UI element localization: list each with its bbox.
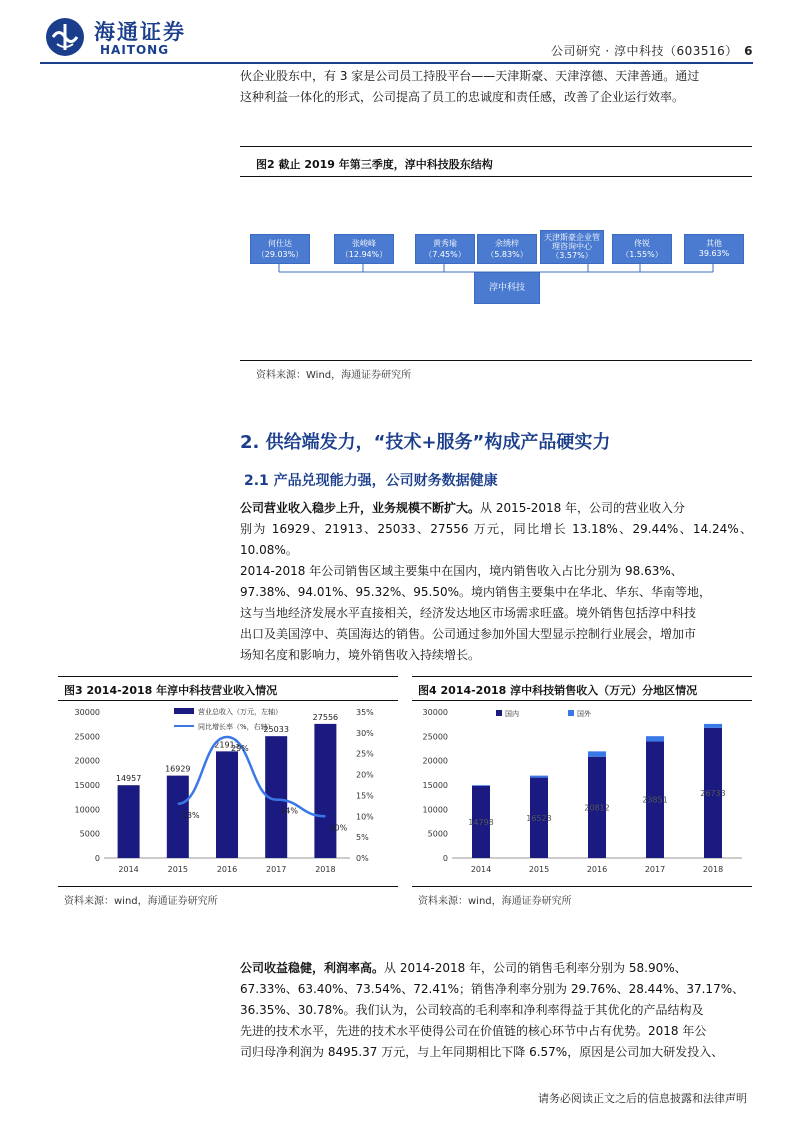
fig4-title-rule	[412, 700, 752, 701]
y-tick-label: 5000	[79, 829, 100, 839]
shareholder-name: 张峻峰	[352, 239, 376, 248]
y-tick-label: 10000	[422, 805, 448, 815]
x-tick-label: 2018	[315, 865, 336, 874]
fig4-title: 图4 2014-2018 淳中科技销售收入（万元）分地区情况	[418, 684, 698, 697]
overseas-bar	[704, 724, 722, 728]
y2-tick-label: 0%	[356, 854, 369, 863]
y2-tick-label: 10%	[356, 812, 374, 822]
logo-cn: 海通证券	[94, 19, 186, 44]
shareholder-pct: （3.57%）	[551, 251, 593, 260]
fig2-bottom-rule	[240, 360, 752, 361]
company-name: 淳中科技	[488, 283, 525, 293]
growth-rate-label: 13%	[181, 810, 200, 820]
revenue-bar	[216, 751, 238, 858]
shareholder-pct: 39.63%	[698, 249, 730, 258]
text-line: 场知名度和影响力，境外销售收入持续增长。	[240, 648, 481, 662]
y-tick-label: 30000	[74, 708, 100, 717]
revenue-paragraph	[240, 498, 752, 666]
growth-rate-label: 14%	[280, 806, 298, 816]
revenue-bar	[314, 724, 336, 858]
subsection-heading: 2.1 产品兑现能力强，公司财务数据健康	[244, 473, 498, 489]
shareholder-pct: （7.45%）	[424, 250, 466, 259]
y-tick-label: 25000	[74, 732, 100, 742]
shareholder-name: 佟锐	[634, 239, 650, 248]
intro-paragraph	[240, 66, 752, 108]
x-tick-label: 2014	[118, 865, 139, 874]
text-line: 97.38%、94.01%、95.32%、95.50%。境内销售主要集中在华北、华东、华南等地，	[240, 585, 712, 599]
text-line: 36.35%、30.78%。我们认为，公司较高的毛利率和净利率得益于其优化的产品结构及	[240, 1003, 704, 1017]
shareholder-box	[334, 234, 394, 264]
company-box	[474, 272, 540, 304]
fig4-bottom-rule	[412, 886, 752, 887]
fig4-top-rule	[412, 676, 752, 677]
x-tick-label: 2015	[167, 865, 188, 874]
revenue-lead: 公司营业收入稳步上升，业务规模不断扩大。	[240, 501, 481, 515]
x-tick-label: 2018	[702, 865, 724, 874]
overseas-bar	[588, 751, 606, 756]
y2-tick-label: 25%	[356, 749, 374, 759]
fig2-source: 资料来源：Wind，海通证券研究所	[256, 370, 412, 381]
section-heading: 2. 供给端发力，“技术+服务”构成产品硬实力	[240, 432, 611, 453]
x-tick-label: 2017	[266, 865, 287, 874]
x-tick-label: 2017	[644, 865, 666, 874]
text-line: 出口及美国淳中、英国海达的销售。公司通过参加外国大型显示控制行业展会，增加市	[240, 627, 697, 641]
text-line: 67.33%、63.40%、73.54%、72.41%；销售净利率分别为 29.76%、28.44%、37.17%、	[240, 982, 745, 996]
revenue-value-label: 21913	[214, 740, 240, 750]
shareholder-name: 余绣梓	[495, 239, 519, 248]
y-tick-label: 15000	[422, 781, 448, 790]
y2-tick-label: 20%	[356, 770, 374, 780]
y-tick-label: 25000	[422, 732, 448, 742]
profit-paragraph	[240, 958, 752, 1063]
shareholder-pct: （12.94%）	[340, 250, 388, 259]
fig2-title-rule	[240, 176, 752, 177]
y-tick-label: 20000	[74, 756, 100, 766]
legend-bar-swatch	[174, 708, 194, 714]
fig3-title: 图3 2014-2018 年淳中科技营业收入情况	[64, 684, 278, 697]
fig2-title: 图2 截止 2019 年第三季度，淳中科技股东结构	[256, 158, 493, 171]
haitong-logo-icon	[44, 16, 86, 58]
fig2-top-rule	[240, 146, 752, 147]
shareholder-box	[540, 230, 604, 264]
x-tick-label: 2014	[470, 865, 492, 874]
shareholder-name: 天津斯豪企业管理咨询中心	[544, 233, 600, 251]
shareholder-box	[684, 234, 744, 264]
fig3-source: 资料来源：wind，海通证券研究所	[64, 896, 218, 907]
y-tick-label: 15000	[74, 781, 100, 790]
fig3-title-rule	[58, 700, 398, 701]
shareholder-box	[415, 234, 475, 264]
footer-disclaimer: 请务必阅读正文之后的信息披露和法律声明	[538, 1092, 747, 1105]
y-tick-label: 5000	[427, 829, 448, 839]
page-number: 6	[744, 44, 753, 58]
fig3-bottom-rule	[58, 886, 398, 887]
shareholder-pct: （5.83%）	[486, 250, 528, 259]
intro-line-1: 伙企业股东中，有 3 家是公司员工持股平台——天津斯豪、天津淳德、天津善通。通过	[240, 69, 700, 83]
y-tick-label: 0	[442, 854, 448, 863]
revenue-value-label: 25033	[263, 725, 289, 735]
overseas-bar	[530, 776, 548, 778]
shareholder-diagram	[240, 220, 752, 350]
revenue-value-label: 27556	[312, 712, 339, 722]
text-line: 从 2014-2018 年，公司的销售毛利率分别为 58.90%、	[384, 961, 687, 975]
header-rule	[40, 62, 753, 64]
legend-overseas-swatch	[568, 710, 574, 716]
shareholder-name: 其他	[706, 239, 722, 248]
growth-rate-label: 10%	[329, 823, 348, 833]
revenue-value-label: 16929	[165, 764, 191, 774]
shareholder-box	[477, 234, 537, 264]
y-tick-label: 0	[94, 854, 100, 863]
fig3-top-rule	[58, 676, 398, 677]
logo-en: HAITONG	[100, 43, 170, 57]
shareholder-box	[250, 234, 310, 264]
text-line: 先进的技术水平，先进的技术水平使得公司在价值链的核心环节中占有优势。2018 年公	[240, 1024, 707, 1038]
domestic-value-label: 20812	[584, 803, 610, 813]
domestic-value-label: 14798	[468, 817, 494, 827]
x-tick-label: 2016	[216, 865, 238, 874]
revenue-bar	[118, 785, 140, 858]
growth-rate-line	[178, 737, 326, 816]
shareholder-name: 何仕达	[268, 239, 292, 248]
overseas-bar	[472, 785, 490, 786]
domestic-value-label: 26733	[700, 788, 726, 798]
report-title: 公司研究 · 淳中科技（603516）	[551, 44, 738, 58]
text-line: 别为 16929、21913、25033、27556 万元，同比增长 13.18%、29.44%、14.24%、10.08%。	[240, 522, 752, 557]
legend-domestic-swatch	[496, 710, 502, 716]
revenue-chart	[58, 702, 398, 884]
legend-overseas-label: 国外	[577, 710, 591, 718]
text-line: 司归母净利润为 8495.37 万元，与上年同期相比下降 6.57%，原因是公司加大研发投入、	[240, 1045, 724, 1059]
x-tick-label: 2015	[528, 865, 550, 874]
header-right	[551, 42, 753, 59]
text-line: 2014-2018 年公司销售区域主要集中在国内，境内销售收入占比分别为 98.63%、	[240, 564, 683, 578]
company-logo	[44, 16, 244, 60]
y-tick-label: 30000	[422, 708, 448, 717]
legend-domestic-label: 国内	[505, 710, 519, 718]
profit-lead: 公司收益稳健，利润率高。	[240, 961, 385, 975]
legend-bar-label: 营业总收入（万元，左轴）	[198, 708, 282, 716]
y2-tick-label: 5%	[356, 833, 369, 843]
text-line: 这与当地经济发展水平直接相关，经济发达地区市场需求旺盛。境外销售包括淳中科技	[240, 606, 697, 620]
shareholder-pct: （29.03%）	[256, 250, 304, 259]
fig4-source: 资料来源：wind，海通证券研究所	[418, 896, 572, 907]
y2-tick-label: 30%	[356, 728, 374, 738]
shareholder-name: 黄秀瑜	[433, 239, 457, 248]
regional-sales-chart	[412, 702, 752, 884]
overseas-bar	[646, 736, 664, 741]
y-tick-label: 20000	[422, 756, 448, 766]
intro-line-2: 这种利益一体化的形式，公司提高了员工的忠诚度和责任感，改善了企业运行效率。	[240, 90, 685, 104]
text-line: 从 2015-2018 年，公司的营业收入分	[480, 501, 686, 515]
y2-tick-label: 15%	[356, 791, 374, 801]
y-tick-label: 10000	[74, 805, 100, 815]
x-tick-label: 2016	[586, 865, 608, 874]
domestic-value-label: 23851	[642, 795, 668, 805]
growth-rate-label: 29%	[231, 744, 249, 754]
domestic-value-label: 16523	[526, 813, 552, 823]
legend-line-label: 同比增长率（%，右轴）	[198, 723, 275, 731]
shareholder-pct: （1.55%）	[621, 250, 663, 259]
y2-tick-label: 35%	[356, 708, 374, 717]
revenue-value-label: 14957	[115, 774, 142, 784]
shareholder-box	[612, 234, 672, 264]
